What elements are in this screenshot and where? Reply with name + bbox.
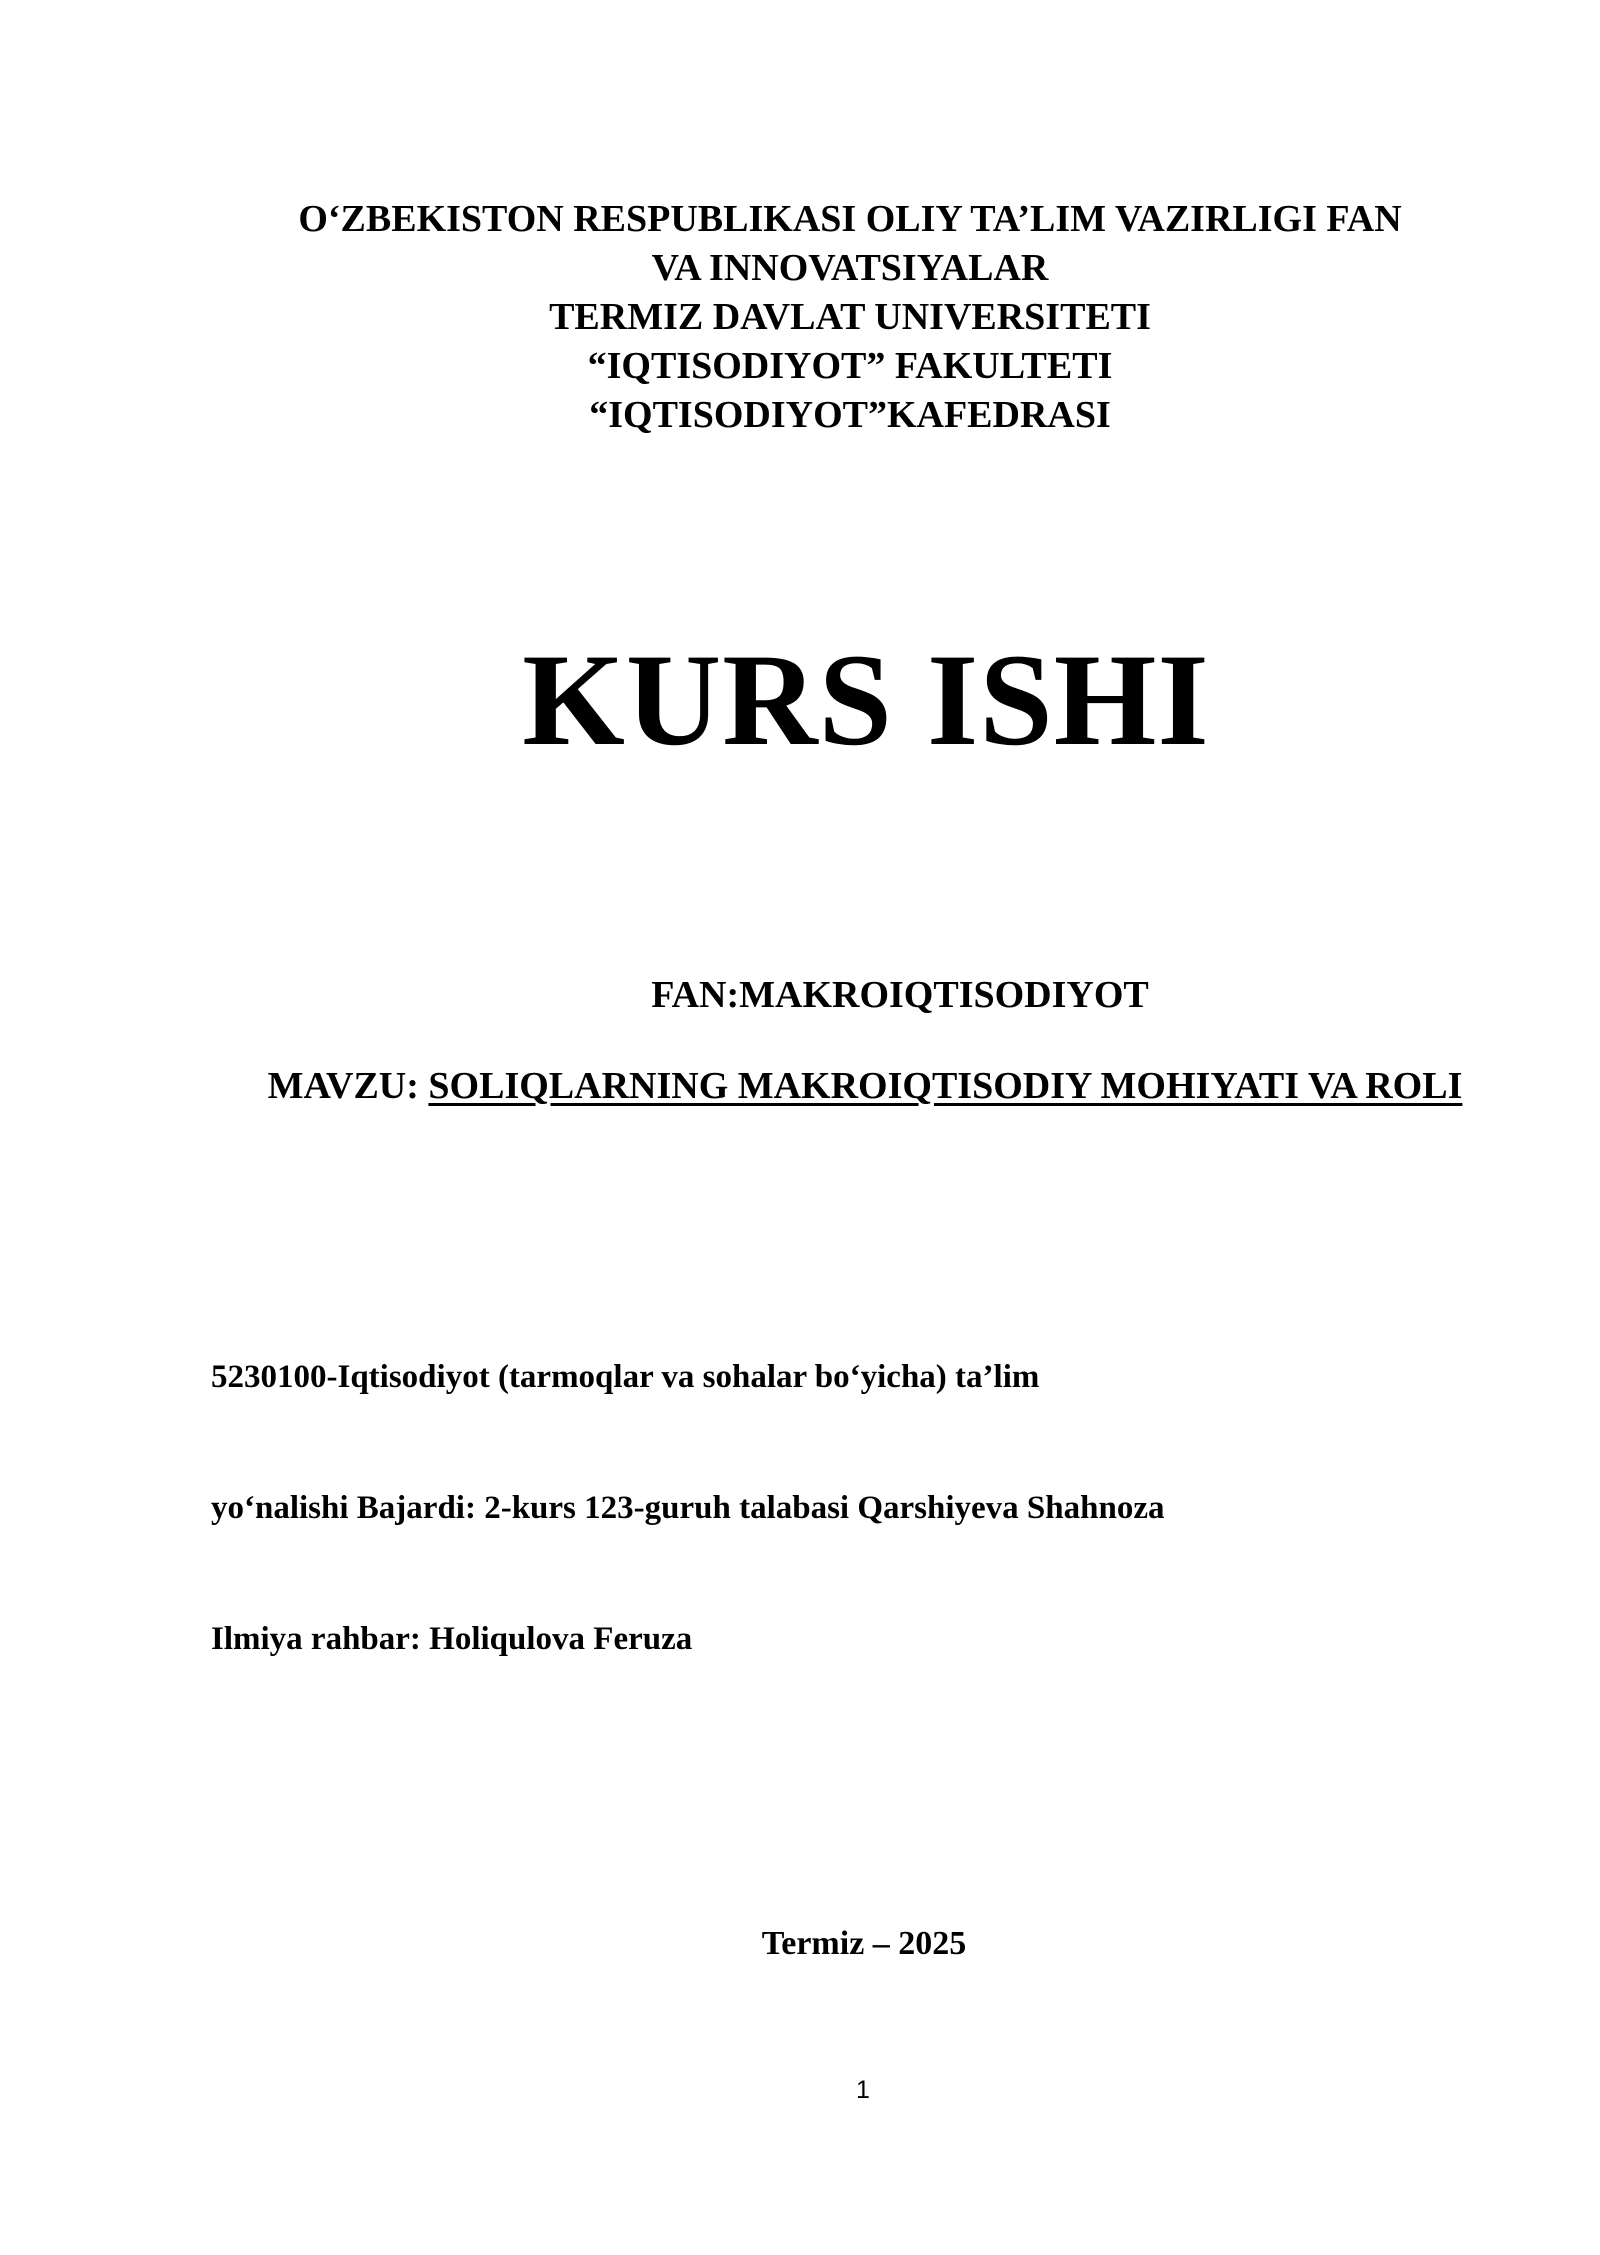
topic-label: MAVZU: bbox=[267, 1065, 429, 1107]
document-type-title: KURS ISHI bbox=[522, 626, 1210, 773]
header-line-department: “IQTISODIYOT”KAFEDRASI bbox=[589, 394, 1111, 436]
subject-line: FAN:MAKROIQTISODIYOT bbox=[651, 974, 1149, 1016]
place-year: Termiz – 2025 bbox=[761, 1925, 967, 1962]
supervisor-line: Ilmiya rahbar: Holiqulova Feruza bbox=[211, 1621, 693, 1657]
institution-header bbox=[200, 195, 1500, 440]
header-line-faculty: “IQTISODIYOT” FAKULTETI bbox=[587, 345, 1113, 387]
page-number: 1 bbox=[856, 2076, 870, 2104]
student-line: yo‘nalishi Bajardi: 2-kurs 123-guruh talabasi Qarshiyeva Shahnoza bbox=[211, 1490, 1165, 1526]
header-line-ministry: O‘ZBEKISTON RESPUBLIKASI OLIY TA’LIM VAZIRLIGI FAN bbox=[298, 198, 1402, 240]
specialty-line: 5230100-Iqtisodiyot (tarmoqlar va sohalar bo‘yicha) ta’lim bbox=[211, 1359, 1040, 1395]
header-line-university: TERMIZ DAVLAT UNIVERSITETI bbox=[549, 296, 1151, 338]
topic-value: SOLIQLARNING MAKROIQTISODIY MOHIYATI VA ROLI bbox=[428, 1065, 1463, 1107]
topic-line bbox=[230, 1062, 1500, 1110]
header-line-ministry-cont: VA INNOVATSIYALAR bbox=[651, 247, 1049, 289]
